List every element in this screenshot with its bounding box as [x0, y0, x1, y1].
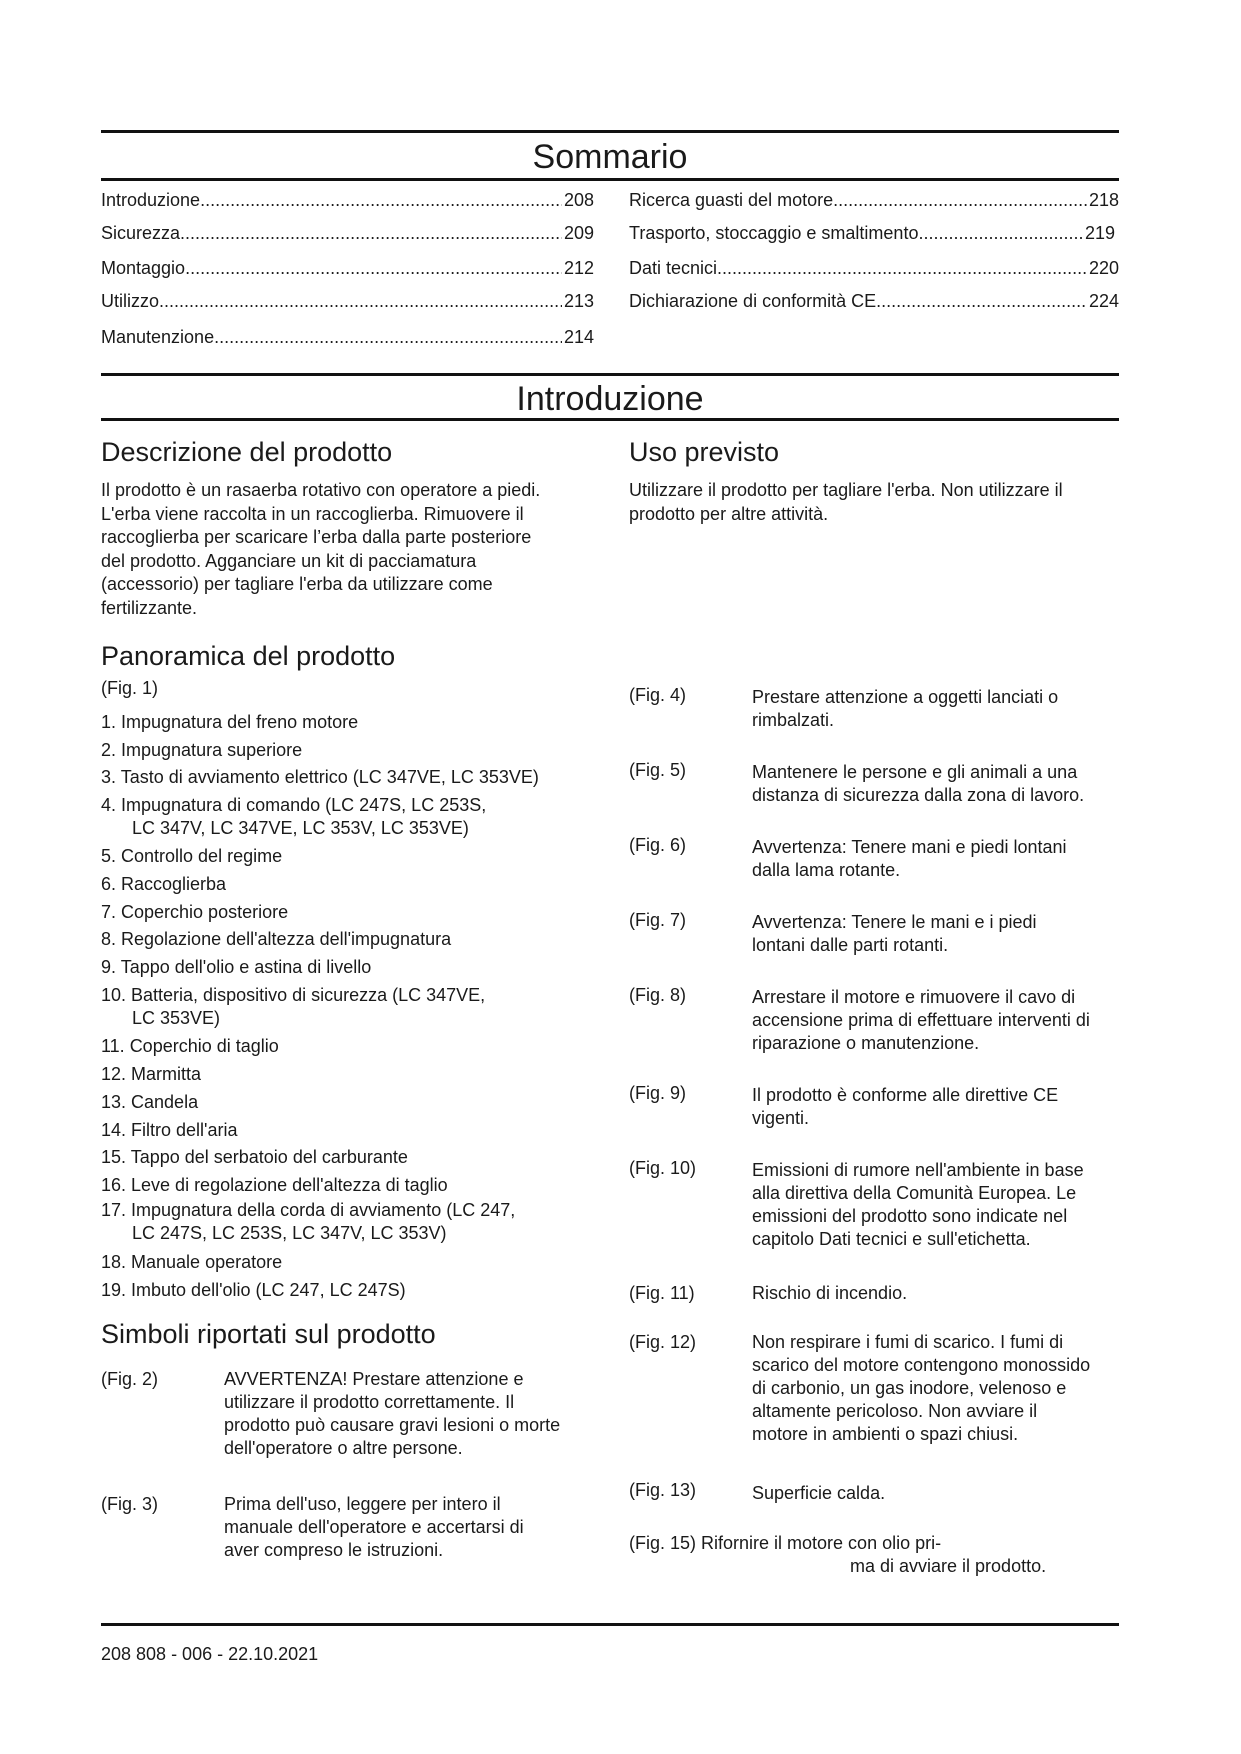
intended-use-text: Utilizzare il prodotto per tagliare l'erba. Non utilizzare il prodotto per altre attività. [629, 480, 1063, 524]
intended-use-heading: Uso previsto [629, 437, 780, 467]
manual-page [101, 0, 1119, 1754]
toc-entry[interactable]: Dichiarazione di conformità CE ..... 224 [629, 291, 1119, 315]
symbol-entry: (Fig. 10) Emissioni di rumore nell'ambiente in base alla direttiva della Comunità Europea. Le emissioni del prodotto sono indicate nel capitolo Dati tecnici e sull'etichetta. [629, 1158, 1084, 1249]
toc-entry[interactable]: Manutenzione ..... 214 [101, 327, 594, 351]
description-text: Il prodotto è un rasaerba rotativo con operatore a piedi. L'erba viene raccolta in un raccoglierba. Rimuovere il raccoglierba per scaricare l’erba dalla parte posteriore del prodotto. Agganciare un kit di pacciamatura (accessorio) per tagliare l'erba da utilizzare come fertilizzante. [101, 480, 541, 618]
list-item: 7. Coperchio posteriore [101, 902, 289, 922]
list-item: 5. Controllo del regime [101, 846, 283, 866]
list-item: 8. Regolazione dell'altezza dell'impugnatura [101, 929, 452, 949]
toc-entry[interactable]: Utilizzo ..... 213 [101, 291, 594, 315]
symbol-entry: (Fig. 5) Mantenere le persone e gli animali a una distanza di sicurezza dalla zona di lavoro. [629, 760, 1085, 805]
toc-entry[interactable]: Sicurezza ..... 209 [101, 223, 594, 247]
symbol-entry: (Fig. 8) Arrestare il motore e rimuovere il cavo di accensione prima di effettuare interventi di riparazione o manutenzione. [629, 985, 1090, 1053]
list-item: 10. Batteria, dispositivo di sicurezza (LC 347VE, LC 353VE) [101, 985, 486, 1028]
toc-entry[interactable]: Ricerca guasti del motore ..... 218 [629, 190, 1119, 214]
document-id: 208 808 - 006 - 22.10.2021 [101, 1644, 319, 1664]
list-item: 9. Tappo dell'olio e astina di livello [101, 957, 372, 977]
toc-entry[interactable]: Dati tecnici ..... 220 [629, 258, 1119, 282]
symbol-entry: (Fig. 7) Avvertenza: Tenere le mani e i piedi lontani dalle parti rotanti. [629, 910, 1037, 955]
list-item: 1. Impugnatura del freno motore [101, 712, 359, 732]
symbol-entry: (Fig. 9) Il prodotto è conforme alle direttive CE vigenti. [629, 1083, 1059, 1128]
list-item: 15. Tappo del serbatoio del carburante [101, 1147, 408, 1167]
overview-heading: Panoramica del prodotto [101, 641, 396, 671]
symbol-entry: (Fig. 12) Non respirare i fumi di scarico. I fumi di scarico del motore contengono monossido di carbonio, un gas inodore, velenoso e altamente pericoloso. Non avviare il motore in ambienti o spazi chiusi. [629, 1332, 1091, 1444]
list-item: 18. Manuale operatore [101, 1252, 283, 1272]
symbol-entry: (Fig. 6) Avvertenza: Tenere mani e piedi lontani dalla lama rotante. [629, 835, 1067, 880]
list-item: 3. Tasto di avviamento elettrico (LC 347VE, LC 353VE) [101, 767, 539, 787]
symbol-entry: (Fig. 4) Prestare attenzione a oggetti lanciati o rimbalzati. [629, 685, 1059, 730]
symbol-entry-fig15: (Fig. 15) Rifornire il motore con olio pri- ma di avviare il prodotto. [629, 1533, 1047, 1576]
right-column [629, 0, 1119, 1600]
left-column [101, 0, 596, 1600]
intro-title: Introduzione [516, 380, 704, 418]
list-item: 17. Impugnatura della corda di avviamento (LC 247, LC 247S, LC 253S, LC 347V, LC 353V) [101, 1200, 516, 1243]
list-item: 6. Raccoglierba [101, 874, 227, 894]
toc-title: Sommario [532, 138, 688, 176]
list-item: 14. Filtro dell'aria [101, 1120, 238, 1140]
list-item: 4. Impugnatura di comando (LC 247S, LC 253S, LC 347V, LC 347VE, LC 353V, LC 353VE) [101, 795, 487, 838]
toc-entry[interactable]: Montaggio ..... 212 [101, 258, 594, 282]
list-item: 11. Coperchio di taglio [101, 1036, 279, 1056]
symbol-entry: (Fig. 2) AVVERTENZA! Prestare attenzione e utilizzare il prodotto correttamente. Il prodotto può causare gravi lesioni o morte dell'operatore o altre persone. [101, 1369, 561, 1458]
symbol-entry: (Fig. 3) Prima dell'uso, leggere per intero il manuale dell'operatore e accertarsi di aver compreso le istruzioni. [101, 1494, 524, 1560]
overview-fig-ref: (Fig. 1) [101, 678, 159, 698]
list-item: 13. Candela [101, 1092, 199, 1112]
symbol-entry: (Fig. 13) Superficie calda. [629, 1480, 886, 1503]
list-item: 16. Leve di regolazione dell'altezza di taglio [101, 1175, 448, 1195]
symbol-entry: (Fig. 11) Rischio di incendio. [629, 1283, 908, 1303]
footer-rule [101, 1623, 1119, 1626]
description-heading: Descrizione del prodotto [101, 437, 393, 467]
toc-entry[interactable]: Trasporto, stoccaggio e smaltimento ..... 219 [629, 223, 1115, 247]
toc-entry[interactable]: Introduzione ..... 208 [101, 190, 594, 214]
list-item: 12. Marmitta [101, 1064, 202, 1084]
list-item: 19. Imbuto dell'olio (LC 247, LC 247S) [101, 1280, 406, 1300]
list-item: 2. Impugnatura superiore [101, 740, 303, 760]
symbols-heading: Simboli riportati sul prodotto [101, 1319, 436, 1349]
